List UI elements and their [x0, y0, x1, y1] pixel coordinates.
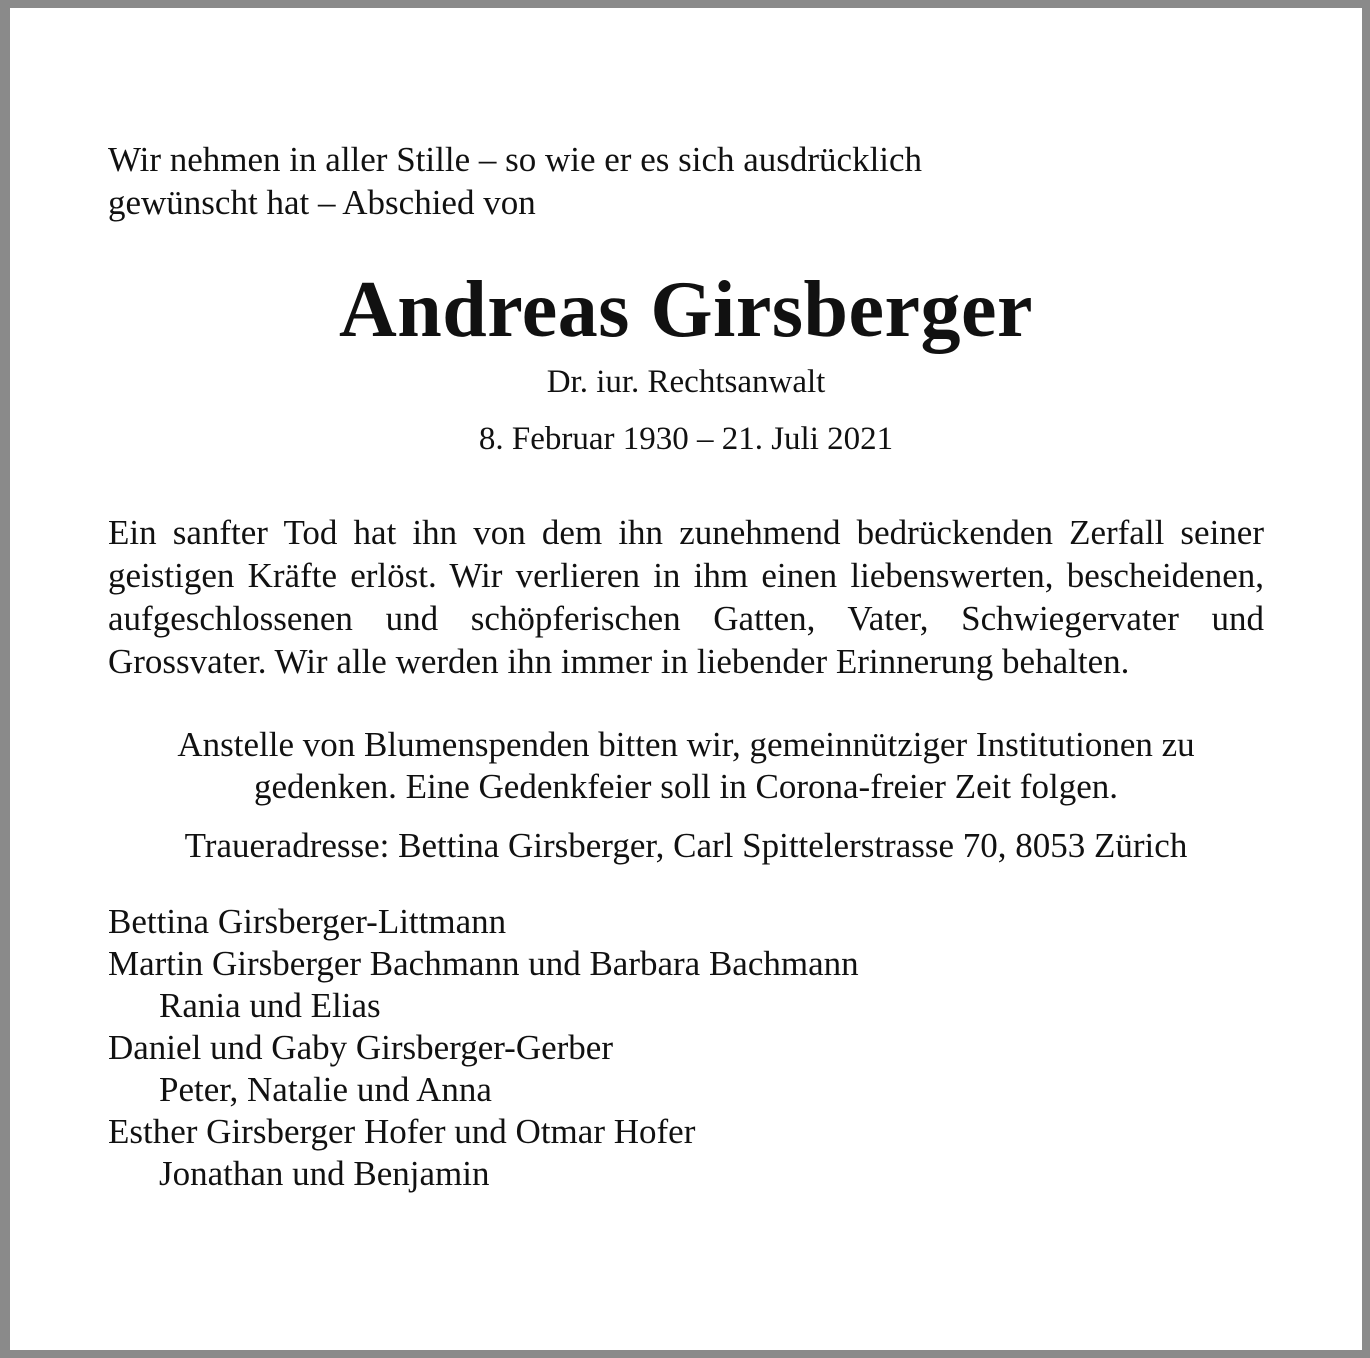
- deceased-name: Andreas Girsberger: [338, 266, 1034, 354]
- obituary-content: [108, 138, 1264, 1195]
- mourning-address: Traueradresse: Bettina Girsberger, Carl Spittelerstrasse 70, 8053 Zürich: [184, 826, 1188, 865]
- deceased-title: Dr. iur. Rechtsanwalt: [546, 364, 826, 400]
- family-member: Daniel und Gaby Girsberger-Gerber: [108, 1028, 613, 1067]
- family-member: Esther Girsberger Hofer und Otmar Hofer: [108, 1112, 696, 1151]
- family-member: Bettina Girsberger-Littmann: [108, 902, 507, 941]
- donation-notice-line-2: gedenken. Eine Gedenkfeier soll in Corona-freier Zeit folgen.: [254, 767, 1118, 806]
- donation-notice-line-1: Anstelle von Blumenspenden bitten wir, gemeinnütziger Institutionen zu: [177, 725, 1195, 764]
- obituary-body-text: Ein sanfter Tod hat ihn von dem ihn zunehmend bedrückenden Zerfall seiner geistigen Kräfte erlöst. Wir verlieren in ihm einen liebenswerten, bescheidenen, aufgeschlossenen und schöpferischen Gatten, Vater, Schwiegervater und Grossvater. Wir alle werden ihn immer in liebender Erinnerung behalten.: [108, 513, 1264, 681]
- life-dates: 8. Februar 1930 – 21. Juli 2021: [478, 421, 894, 457]
- intro-text: [108, 138, 1264, 224]
- donation-notice: [108, 724, 1264, 808]
- family-member-children: Peter, Natalie und Anna: [159, 1070, 492, 1109]
- family-member-children: Jonathan und Benjamin: [159, 1154, 490, 1193]
- family-member-children: Rania und Elias: [159, 986, 381, 1025]
- intro-line-2: gewünscht hat – Abschied von: [108, 183, 536, 222]
- intro-line-1: Wir nehmen in aller Stille – so wie er es sich ausdrücklich: [108, 140, 923, 179]
- family-member: Martin Girsberger Bachmann und Barbara Bachmann: [108, 944, 859, 983]
- family-list: [108, 901, 1264, 1195]
